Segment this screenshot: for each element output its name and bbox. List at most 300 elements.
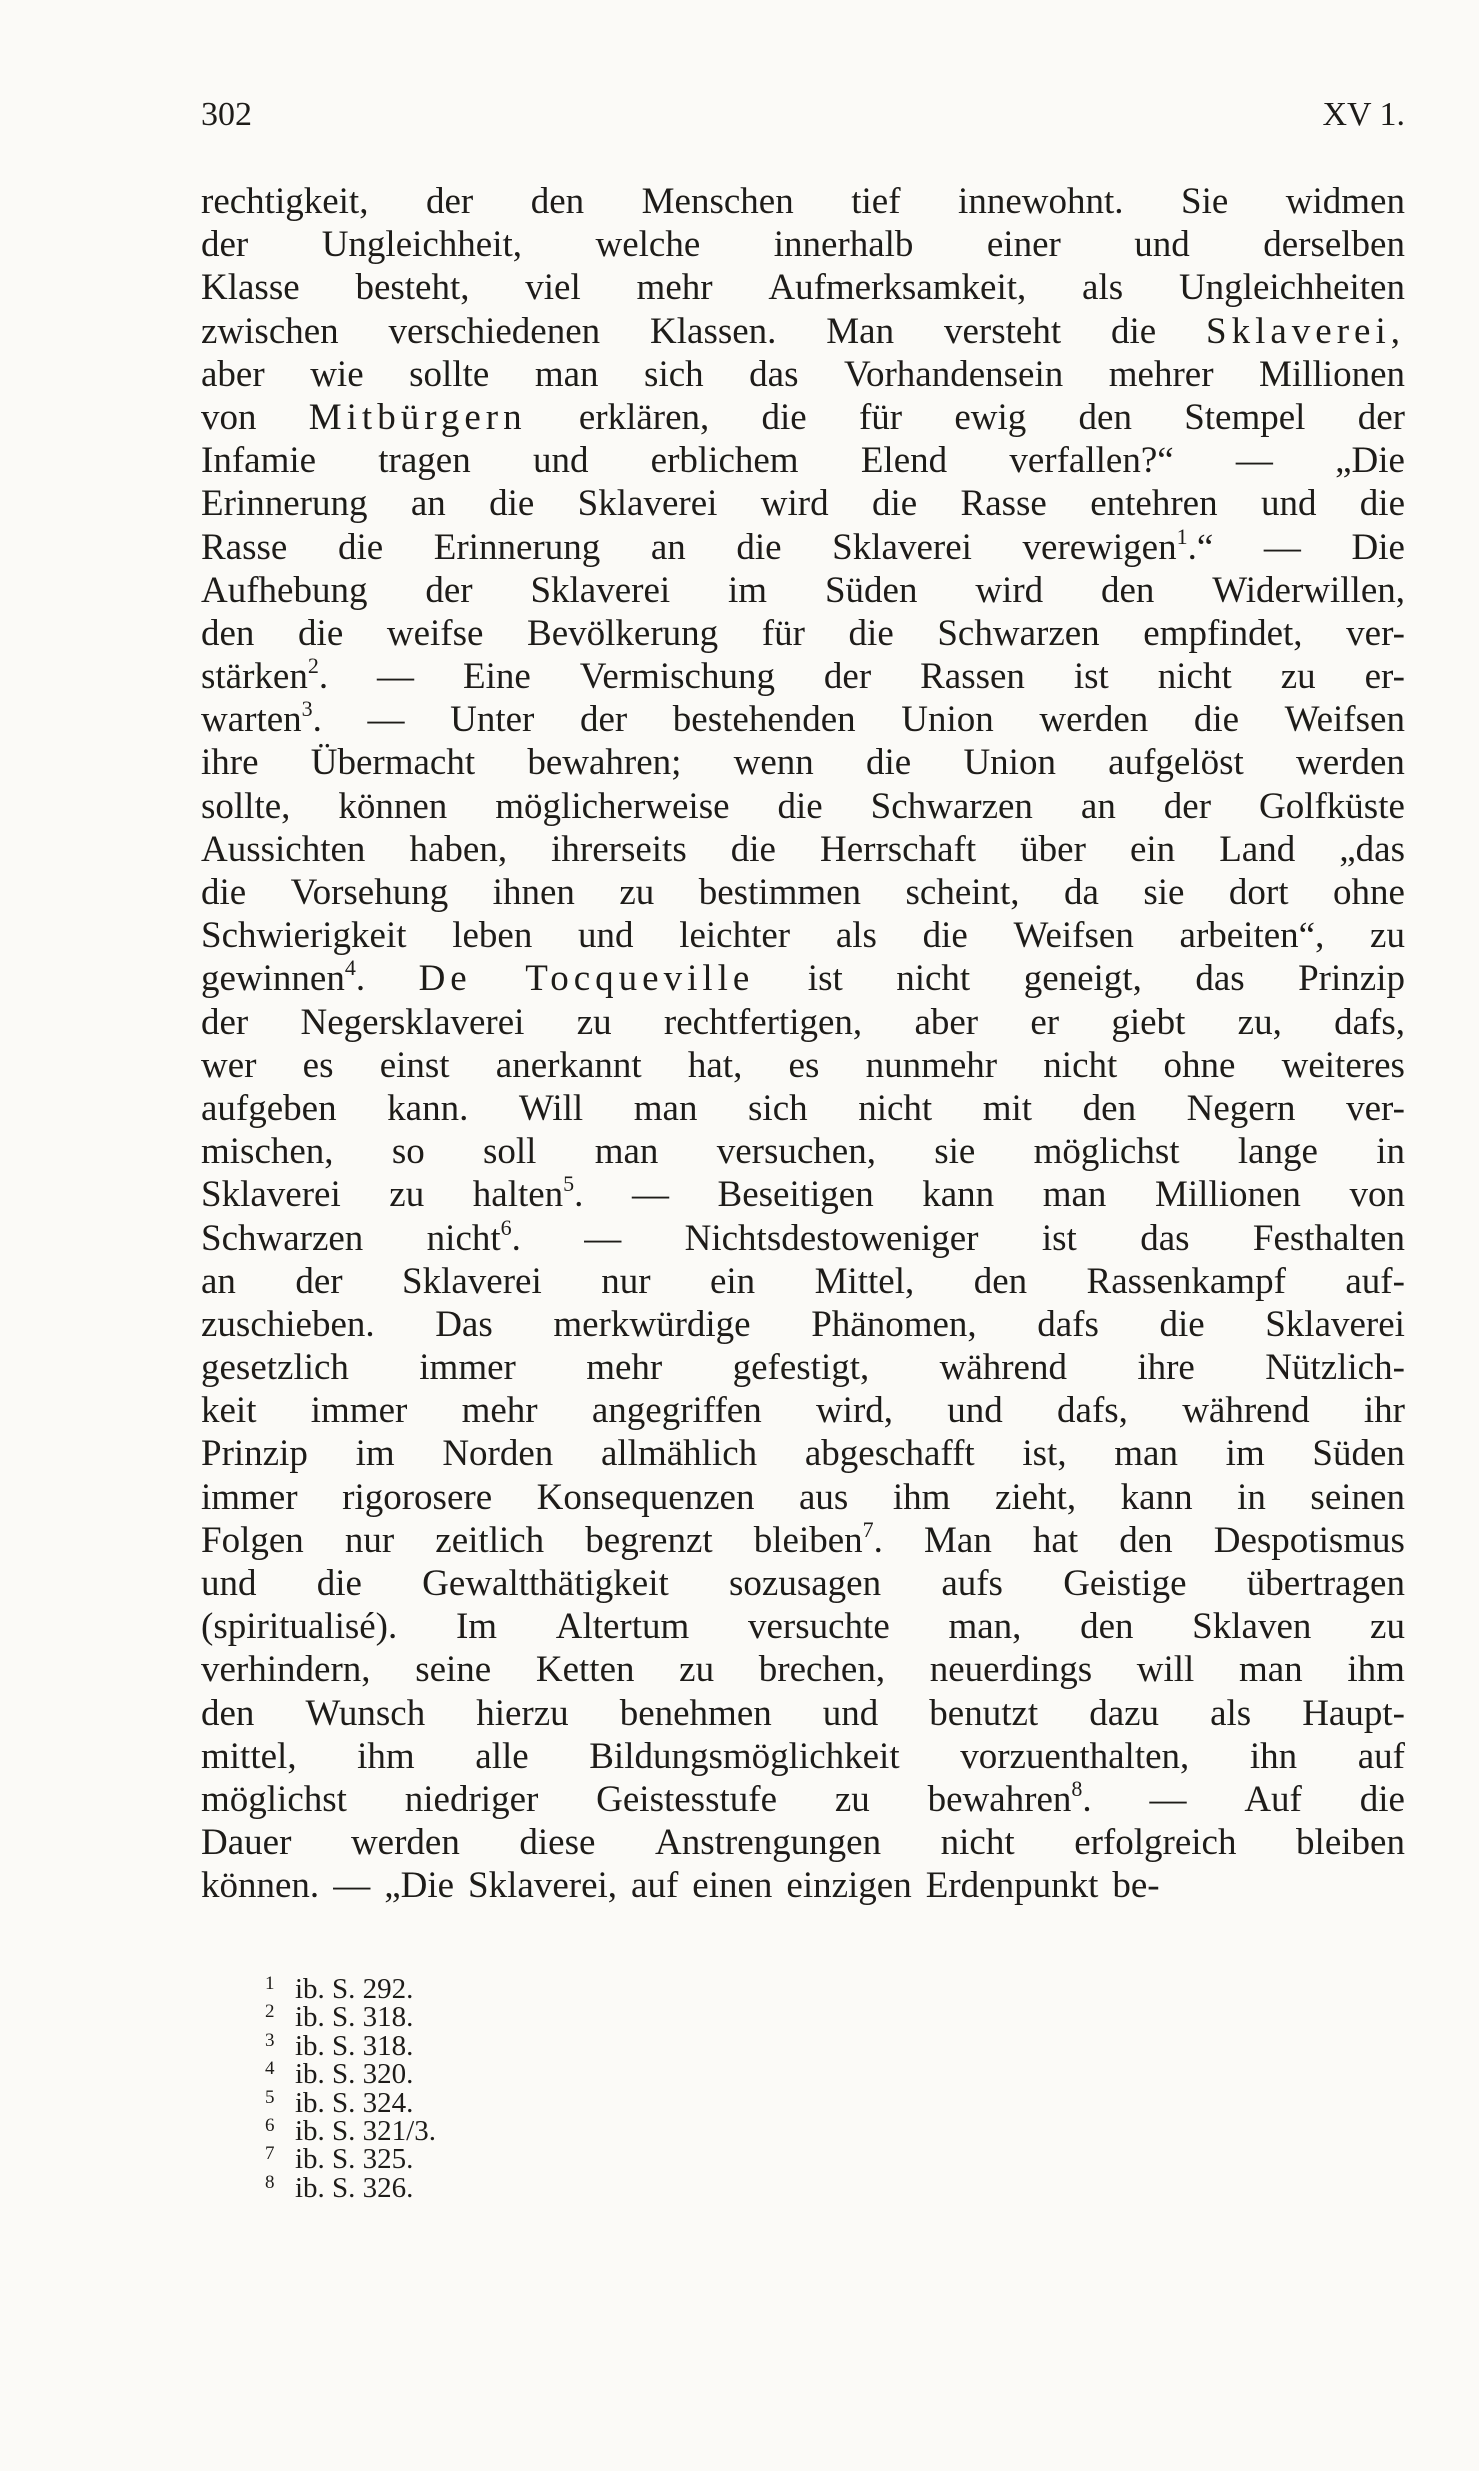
- word: versuchte: [747, 1606, 890, 1648]
- page-number: 302: [201, 96, 252, 133]
- word: Mitbürgern: [308, 396, 527, 438]
- word: während: [1182, 1390, 1310, 1432]
- footnote-text: ib. S. 325.: [295, 2143, 414, 2176]
- word: nicht$^6$.: [426, 1214, 521, 1259]
- text-line: [201, 1130, 1405, 1173]
- word: Infamie: [201, 440, 317, 482]
- word: der: [1163, 785, 1212, 827]
- text-line: [201, 914, 1405, 957]
- footnotes: [265, 1975, 436, 2202]
- word: Sklaverei: [832, 526, 972, 568]
- word: Land: [1219, 828, 1296, 870]
- page-header: [201, 88, 1405, 148]
- footnote-text: ib. S. 324.: [295, 2086, 414, 2119]
- word: ewig: [954, 396, 1027, 438]
- word: Ungleichheiten: [1178, 267, 1405, 309]
- text-line: [201, 1001, 1405, 1044]
- word: ihm: [357, 1735, 415, 1777]
- word: er-: [1364, 656, 1405, 698]
- word: ihnen: [492, 872, 575, 913]
- text-line: [201, 1044, 1405, 1087]
- word: Widerwillen,: [1212, 569, 1405, 611]
- word: immer: [201, 1476, 298, 1518]
- word: Beseitigen: [717, 1174, 874, 1216]
- word: Süden: [824, 569, 918, 611]
- word: (spiritualisé).: [201, 1606, 398, 1648]
- footnote-mark: 7: [265, 2143, 275, 2165]
- text-line: [201, 1648, 1405, 1691]
- text-line: [201, 1476, 1405, 1519]
- word: verfallen?“: [1009, 440, 1174, 482]
- word: Sklaverei,: [1206, 310, 1405, 352]
- word: den: [1101, 569, 1155, 611]
- running-head: XV 1.: [1322, 96, 1405, 133]
- footnote-reference[interactable]: 6: [500, 1214, 512, 1240]
- footnote-text: ib. S. 292.: [295, 1973, 414, 2005]
- word: als: [1210, 1692, 1252, 1734]
- footnote-text: ib. S. 320.: [295, 2058, 414, 2091]
- word: Klassen.: [650, 310, 777, 352]
- word: nicht: [940, 1822, 1015, 1864]
- word: —: [377, 656, 415, 698]
- footnote-reference[interactable]: 5: [563, 1171, 575, 1197]
- word: Schwarzen: [870, 785, 1033, 827]
- word: Haupt-: [1302, 1692, 1405, 1734]
- word: bestimmen: [698, 872, 862, 913]
- word: halten$^5$.: [472, 1171, 584, 1216]
- word: lange: [1237, 1131, 1318, 1173]
- text-line: [201, 1735, 1405, 1778]
- word: er: [1030, 1001, 1060, 1043]
- word: —: [1263, 526, 1301, 568]
- word: Sklaverei: [530, 569, 671, 611]
- word: nicht: [896, 958, 971, 1000]
- word: Vorsehung: [290, 872, 449, 913]
- word: bestehenden: [672, 699, 856, 741]
- word: Gewaltthätigkeit: [422, 1563, 669, 1604]
- word: können: [338, 785, 448, 827]
- word: ihrerseits: [551, 828, 687, 870]
- word: zwischen: [201, 310, 339, 352]
- word: empfindet,: [1143, 612, 1303, 654]
- word: sozusagen: [729, 1563, 882, 1604]
- word: die: [298, 612, 344, 654]
- word: immer: [419, 1347, 516, 1389]
- footnote-reference[interactable]: 8: [1071, 1775, 1083, 1801]
- word: der: [425, 569, 473, 611]
- word: tragen: [378, 440, 471, 482]
- word: bleiben: [1296, 1822, 1405, 1864]
- word: Eine: [462, 656, 531, 698]
- word: zu: [679, 1649, 715, 1691]
- word: Millionen: [1259, 353, 1405, 395]
- word: geneigt,: [1023, 958, 1142, 1000]
- word: den: [1080, 1606, 1134, 1648]
- word: seine: [415, 1649, 492, 1691]
- word: verschiedenen: [388, 310, 601, 352]
- footnote-mark: 8: [265, 2171, 275, 2193]
- word: Altertum: [555, 1606, 690, 1648]
- word: den: [973, 1260, 1028, 1302]
- word: ihr: [1363, 1390, 1405, 1432]
- word: Will: [518, 1087, 584, 1129]
- word: ihm: [1347, 1649, 1405, 1691]
- word: Herrschaft: [820, 828, 977, 870]
- word: kann: [922, 1174, 995, 1216]
- word: sich: [644, 353, 704, 395]
- word: Man: [826, 310, 895, 352]
- word: man: [594, 1131, 659, 1173]
- text-line: [201, 1605, 1405, 1648]
- word: auf: [631, 1865, 679, 1907]
- word: nicht: [1157, 656, 1232, 698]
- word: Süden: [1312, 1433, 1405, 1475]
- word: man: [1114, 1433, 1178, 1475]
- word: Union: [963, 742, 1056, 784]
- word: innewohnt.: [958, 181, 1124, 222]
- word: neuerdings: [929, 1649, 1093, 1691]
- text-line: [201, 612, 1405, 655]
- footnote-mark: 2: [265, 2001, 275, 2023]
- word: den: [201, 1692, 255, 1734]
- word: zu: [1370, 1606, 1405, 1648]
- text-line: [201, 1303, 1405, 1346]
- word: es: [302, 1044, 334, 1086]
- word: in: [1237, 1476, 1266, 1518]
- word: Weifsen: [1284, 699, 1405, 741]
- word: die: [848, 612, 894, 654]
- word: die: [866, 742, 912, 784]
- word: immer: [310, 1390, 408, 1432]
- word: im: [728, 569, 768, 611]
- footnote-mark: 3: [265, 2029, 275, 2051]
- word: Folgen: [201, 1519, 304, 1561]
- footnote-mark: 1: [265, 1973, 275, 1994]
- word: an: [410, 483, 446, 525]
- word: da: [1064, 872, 1099, 913]
- word: sollte,: [201, 785, 291, 827]
- word: Bevölkerung: [527, 612, 719, 654]
- word: Prinzip: [1298, 958, 1405, 1000]
- text-line: [201, 396, 1405, 439]
- word: will: [1136, 1649, 1195, 1691]
- word: Erinnerung: [433, 526, 601, 568]
- text-line: [201, 353, 1405, 396]
- word: ver-: [1346, 612, 1405, 654]
- word: vorzuenthalten,: [960, 1735, 1190, 1777]
- word: Union: [901, 699, 994, 741]
- word: erfolgreich: [1074, 1822, 1237, 1864]
- word: merkwürdige: [553, 1303, 751, 1345]
- word: Geistige: [1063, 1563, 1187, 1604]
- word: mehr: [586, 1347, 663, 1389]
- word: Das: [435, 1303, 493, 1345]
- word: begrenzt: [585, 1519, 713, 1561]
- word: Schwarzen: [937, 612, 1100, 654]
- footnote-text: ib. S. 321/3.: [295, 2114, 436, 2147]
- word: gesetzlich: [201, 1347, 349, 1389]
- word: aufs: [941, 1563, 1003, 1604]
- word: derselben: [1263, 224, 1405, 266]
- word: die: [736, 526, 782, 568]
- word: Geistesstufe: [596, 1778, 778, 1820]
- word: Rasse: [201, 526, 288, 568]
- word: Konsequenzen: [536, 1476, 755, 1518]
- word: mittel,: [201, 1735, 297, 1777]
- word: abgeschafft: [804, 1433, 975, 1475]
- word: verewigen$^1$.“: [1022, 523, 1214, 568]
- word: Aufhebung: [201, 569, 368, 611]
- text-line: [201, 1346, 1405, 1389]
- word: die: [777, 785, 823, 827]
- word: arbeiten“,: [1179, 915, 1325, 957]
- word: Norden: [442, 1433, 554, 1475]
- word: be-: [1112, 1865, 1160, 1907]
- word: der: [1357, 396, 1405, 438]
- text-line: [201, 1389, 1405, 1432]
- word: Mittel,: [814, 1260, 915, 1302]
- word: einzigen: [786, 1865, 912, 1907]
- word: versteht: [943, 310, 1062, 352]
- word: und: [1260, 483, 1317, 525]
- word: Elend: [860, 440, 948, 482]
- word: man: [1238, 1649, 1303, 1691]
- text-line: [201, 957, 1405, 1000]
- word: für: [761, 612, 805, 654]
- word: Erdenpunkt: [925, 1865, 1099, 1907]
- word: übertragen: [1246, 1563, 1405, 1604]
- word: so: [391, 1131, 425, 1173]
- word: viel: [525, 267, 581, 309]
- word: das: [1195, 958, 1245, 1000]
- footnote-mark: 6: [265, 2114, 275, 2136]
- word: die: [489, 483, 535, 525]
- word: tief: [851, 181, 901, 222]
- word: man,: [948, 1606, 1022, 1648]
- word: die: [761, 396, 807, 438]
- text-line: [201, 655, 1405, 698]
- word: als: [835, 915, 877, 957]
- word: haben,: [409, 828, 508, 870]
- footnote-reference[interactable]: 7: [862, 1516, 874, 1542]
- word: besteht,: [355, 267, 470, 309]
- text-line: [201, 1214, 1405, 1260]
- word: Despotismus: [1213, 1519, 1405, 1561]
- text-line: [201, 741, 1405, 784]
- word: ohne: [1332, 872, 1405, 913]
- word: Aufmerksamkeit,: [768, 267, 1027, 309]
- word: diese: [519, 1822, 596, 1864]
- word: und: [578, 915, 634, 957]
- footnote-reference[interactable]: 3: [301, 696, 313, 722]
- word: und: [1134, 224, 1190, 266]
- word: zu: [576, 1001, 612, 1043]
- text-line: [201, 1173, 1405, 1216]
- word: aber: [914, 1001, 979, 1043]
- word: Nichtsdestoweniger: [684, 1217, 979, 1259]
- word: möglicherweise: [495, 785, 730, 827]
- word: wird: [760, 483, 829, 525]
- word: Unter: [450, 699, 535, 741]
- word: gewinnen$^4$.: [201, 955, 366, 1000]
- word: möglichst: [1033, 1131, 1180, 1173]
- word: rechtfertigen,: [663, 1001, 863, 1043]
- word: Erinnerung: [201, 483, 368, 525]
- word: einer: [986, 224, 1061, 266]
- word: ohne: [1163, 1044, 1236, 1086]
- word: die: [201, 872, 247, 913]
- word: der: [295, 1260, 343, 1302]
- word: versuchen,: [716, 1131, 876, 1173]
- word: aus: [799, 1476, 849, 1518]
- word: Dauer: [201, 1822, 292, 1864]
- text-line: [201, 223, 1405, 266]
- word: der: [201, 1001, 249, 1043]
- word: zu: [619, 872, 655, 913]
- word: der: [579, 699, 628, 741]
- word: hat: [1032, 1519, 1079, 1561]
- text-line: [201, 482, 1405, 525]
- word: erblichem: [650, 440, 799, 482]
- text-line: [201, 1864, 1405, 1907]
- footnote-mark: 4: [265, 2058, 275, 2080]
- word: die: [337, 526, 384, 568]
- word: erklären,: [578, 396, 710, 438]
- text-line: [201, 1516, 1405, 1562]
- word: verhindern,: [201, 1649, 371, 1691]
- word: den: [530, 181, 585, 222]
- word: alle: [475, 1735, 529, 1777]
- word: welche: [595, 224, 701, 266]
- word: Sklaverei: [201, 1174, 341, 1216]
- word: brechen,: [758, 1649, 886, 1691]
- word: zu: [1280, 656, 1316, 698]
- text-line: [201, 439, 1405, 482]
- word: „das: [1339, 828, 1405, 870]
- word: sollte: [409, 353, 490, 395]
- word: die: [871, 483, 918, 525]
- word: man: [633, 1087, 698, 1129]
- word: kann: [1120, 1476, 1193, 1518]
- word: die: [1359, 1778, 1405, 1820]
- word: der: [201, 224, 249, 266]
- footnote-reference[interactable]: 1: [1176, 523, 1188, 549]
- word: hierzu: [476, 1692, 569, 1734]
- word: sie: [1143, 872, 1185, 913]
- word: widmen: [1285, 181, 1405, 222]
- word: den: [201, 612, 255, 654]
- word: mehr: [461, 1390, 538, 1432]
- word: nicht: [1043, 1044, 1118, 1086]
- word: —: [1235, 440, 1273, 482]
- word: Sklaverei: [402, 1260, 542, 1302]
- word: während: [939, 1347, 1067, 1389]
- word: warten$^3$.: [201, 696, 322, 741]
- word: Festhalten: [1252, 1217, 1405, 1259]
- word: an: [201, 1260, 236, 1302]
- word: im: [1225, 1433, 1265, 1475]
- word: rigorosere: [342, 1476, 493, 1518]
- word: mit: [982, 1087, 1033, 1129]
- body-text: [201, 180, 1405, 1908]
- word: anerkannt: [495, 1044, 642, 1086]
- word: die: [316, 1563, 362, 1604]
- word: stärken$^2$.: [201, 653, 329, 698]
- word: zeitlich: [435, 1519, 545, 1561]
- word: Sklaverei: [1265, 1303, 1405, 1345]
- word: Bildungsmöglichkeit: [589, 1735, 900, 1777]
- word: dafs,: [1334, 1001, 1405, 1043]
- word: einen: [692, 1865, 773, 1907]
- word: es: [788, 1044, 820, 1086]
- word: keit: [201, 1390, 257, 1432]
- text-line: [201, 1087, 1405, 1130]
- word: dort: [1228, 872, 1289, 913]
- word: mischen,: [201, 1131, 334, 1173]
- word: Schwierigkeit: [201, 915, 407, 957]
- word: „Die: [1335, 440, 1405, 482]
- word: kann.: [387, 1087, 469, 1129]
- word: den: [1082, 1087, 1137, 1129]
- footnote-reference[interactable]: 4: [344, 955, 356, 981]
- text-line: [201, 1260, 1405, 1303]
- word: Phänomen,: [811, 1303, 977, 1345]
- word: Übermacht: [310, 742, 476, 784]
- word: nunmehr: [865, 1044, 998, 1086]
- word: der: [823, 656, 872, 698]
- word: in: [1376, 1131, 1405, 1173]
- word: die: [1110, 310, 1157, 352]
- word: dazu: [1089, 1692, 1160, 1734]
- word: das: [1140, 1217, 1190, 1259]
- word: dafs: [1037, 1303, 1099, 1345]
- word: über: [1020, 828, 1086, 870]
- word: Golfküste: [1258, 785, 1405, 827]
- word: bewahren$^8$.: [927, 1775, 1092, 1820]
- word: Ketten: [535, 1649, 635, 1691]
- word: den: [1119, 1519, 1173, 1561]
- word: ist: [807, 958, 843, 1000]
- word: —: [631, 1174, 669, 1216]
- word: Man: [924, 1519, 992, 1561]
- word: ist: [1041, 1217, 1077, 1259]
- word: allmählich: [600, 1433, 758, 1475]
- footnote-reference[interactable]: 2: [307, 653, 319, 679]
- word: von: [201, 396, 257, 438]
- text-line: [201, 310, 1405, 353]
- word: innerhalb: [773, 224, 914, 266]
- word: werden: [1296, 742, 1405, 784]
- word: an: [650, 526, 686, 568]
- word: Aussichten: [201, 828, 366, 870]
- word: ihre: [1137, 1347, 1195, 1389]
- word: Sie: [1181, 181, 1229, 222]
- footnote-text: ib. S. 318.: [295, 2001, 414, 2034]
- word: ein: [709, 1260, 756, 1302]
- text-line: [201, 569, 1405, 612]
- word: Rassenkampf: [1086, 1260, 1286, 1302]
- word: und: [201, 1563, 257, 1604]
- word: seinen: [1310, 1476, 1405, 1518]
- word: Wunsch: [305, 1692, 426, 1734]
- word: werden: [1039, 699, 1149, 741]
- word: ihre: [201, 742, 259, 784]
- word: —: [1149, 1778, 1187, 1820]
- text-line: [201, 180, 1405, 223]
- word: mehrer: [1108, 353, 1214, 395]
- word: die: [1359, 483, 1405, 525]
- word: und: [532, 440, 589, 482]
